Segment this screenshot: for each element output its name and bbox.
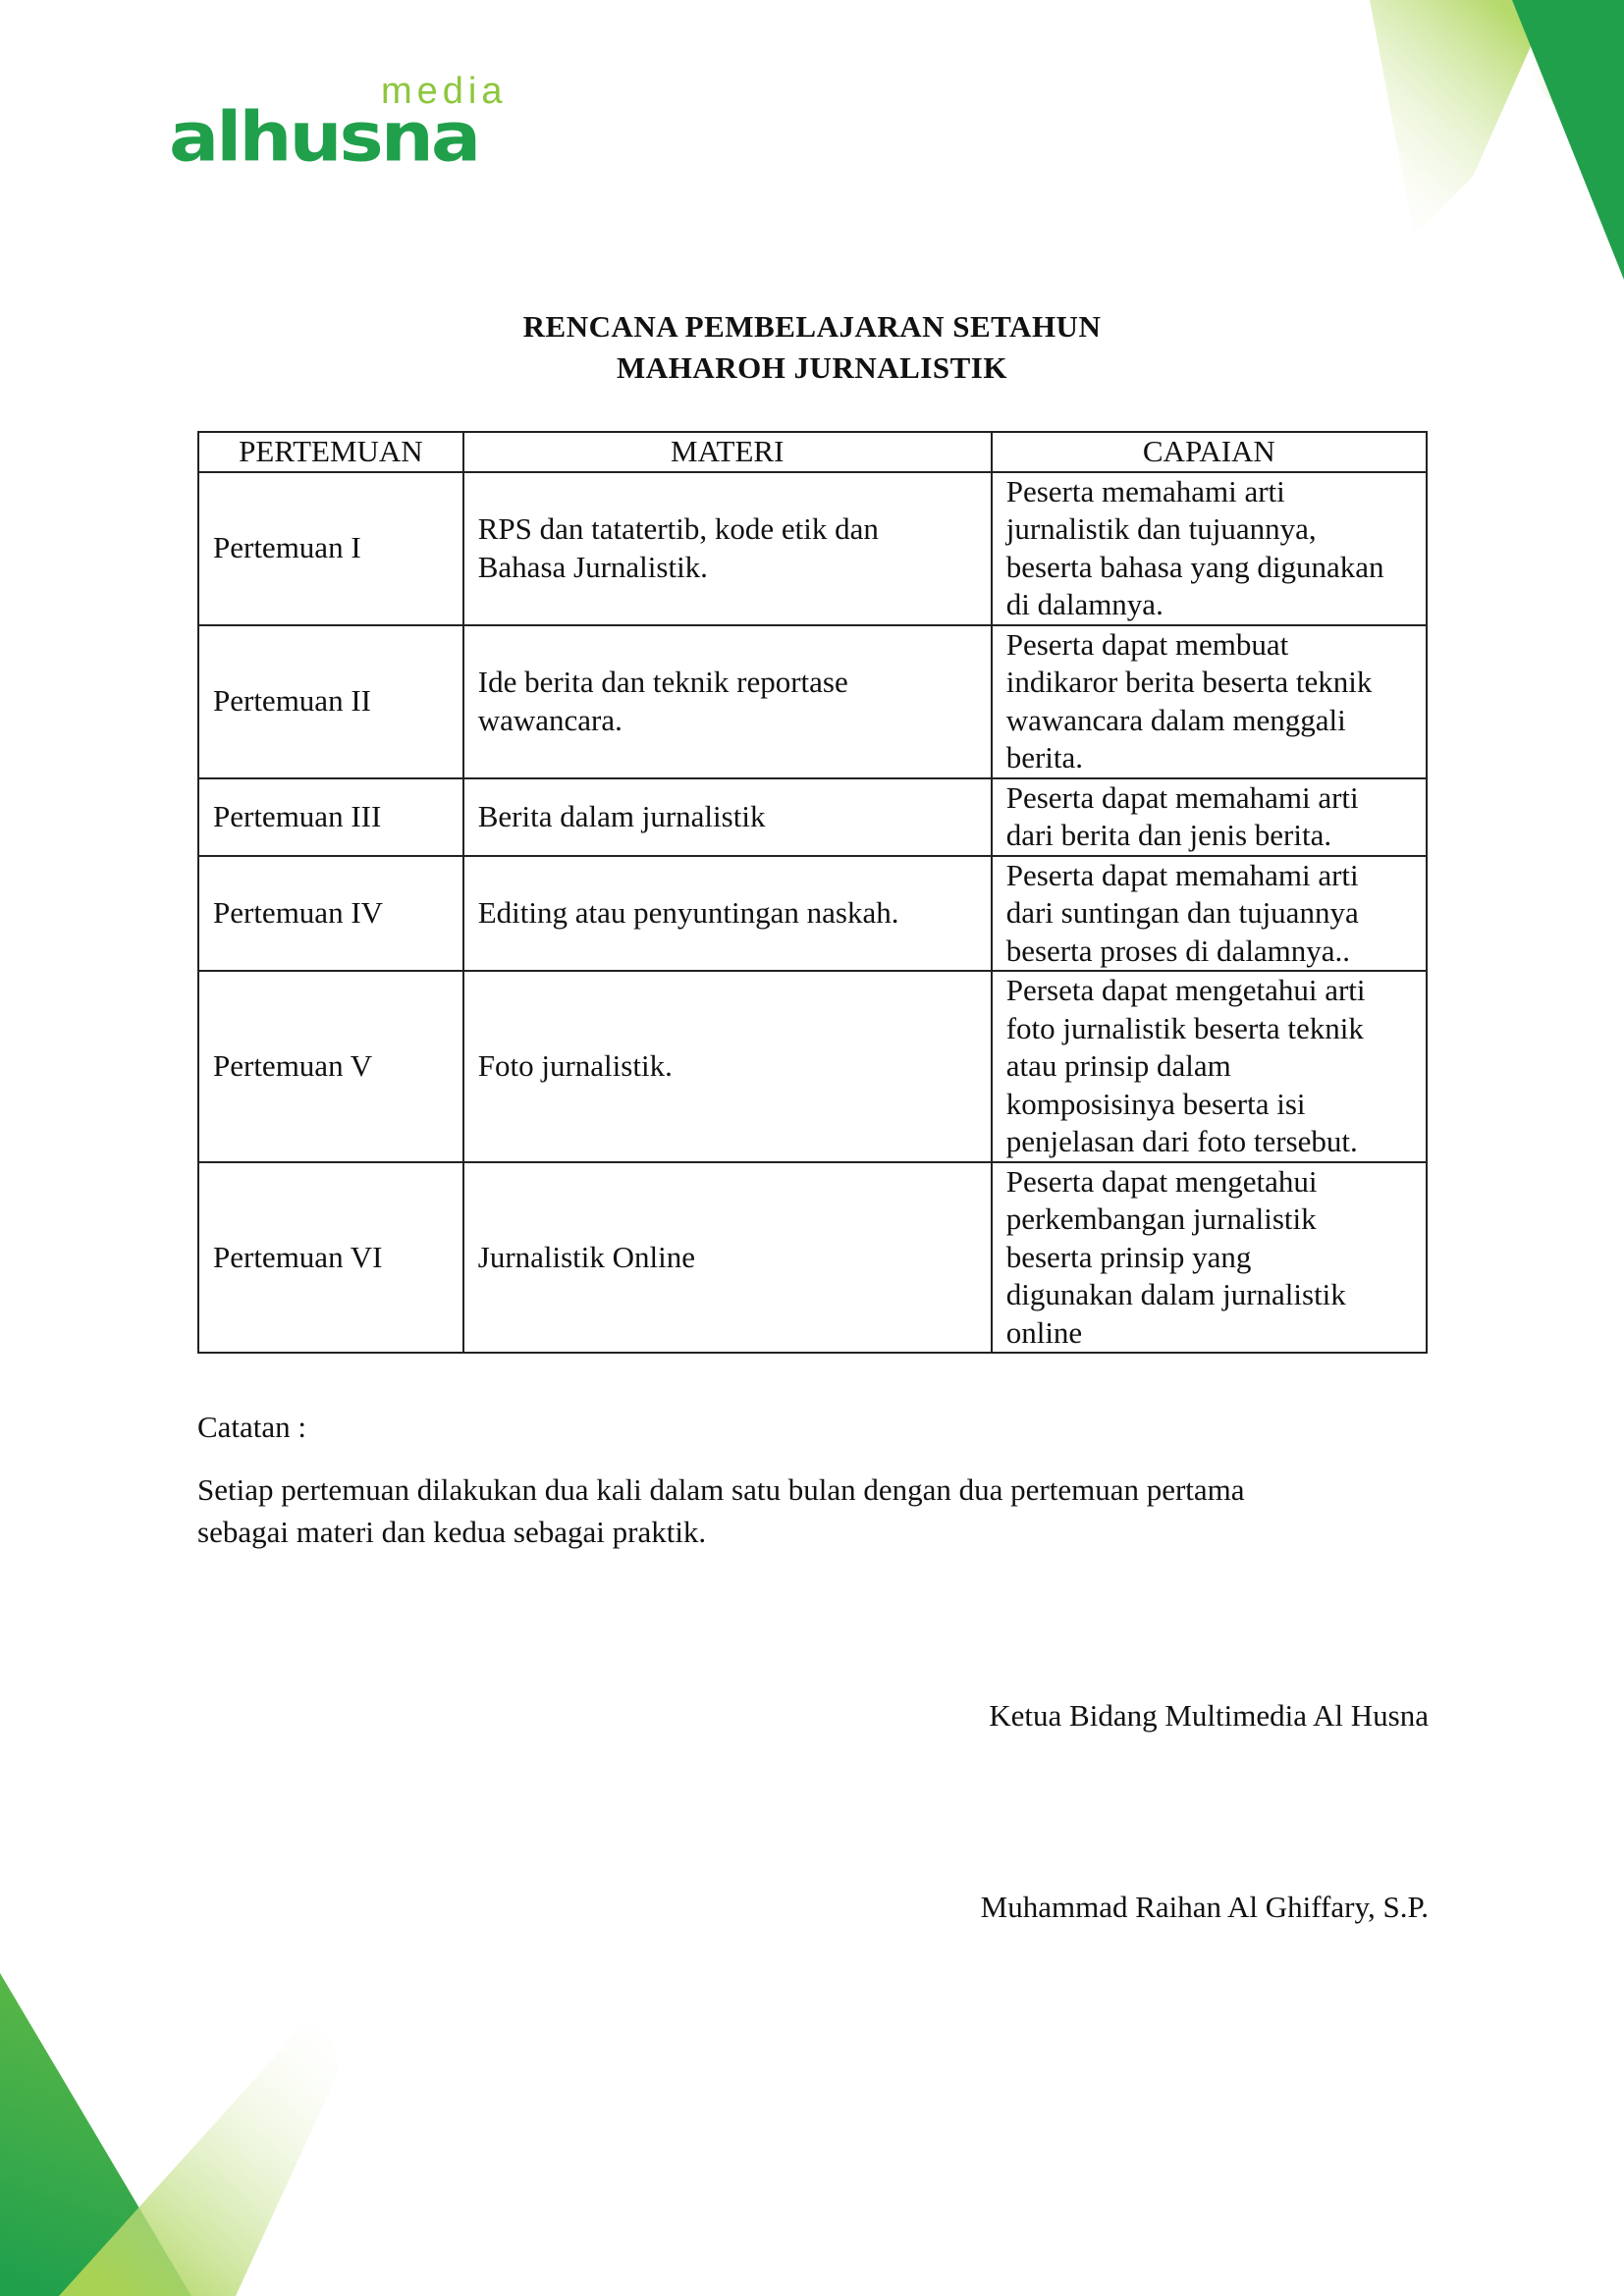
capaian-line: atau prinsip dalam [1005,1048,1231,1083]
table-row [198,472,1427,625]
top-right-shape-light [1370,0,1551,236]
capaian-line: berita. [1005,740,1084,774]
materi-line: Foto jurnalistik. [477,1048,673,1083]
capaian-line: indikaror berita beserta teknik [1005,665,1373,699]
capaian-line: online [1005,1314,1083,1350]
capaian-line: digunakan dalam jurnalistik [1005,1277,1346,1311]
capaian-line: beserta proses di dalamnya.. [1005,933,1351,968]
logo-main-text: alhusna [169,96,479,177]
notes-line: Setiap pertemuan dilakukan dua kali dalam satu bulan dengan dua pertemuan pertama [197,1472,1245,1507]
table-row [198,971,1427,1162]
notes-body [197,1468,1356,1553]
capaian-line: Peserta memahami arti [1005,473,1285,508]
capaian-line: foto jurnalistik beserta teknik [1005,1010,1364,1045]
notes-section [197,1408,1356,1553]
header-capaian: CAPAIAN [992,432,1427,472]
header-materi: MATERI [463,432,992,472]
capaian-line: Peserta dapat memahami arti [1005,779,1359,815]
capaian-line: Peserta dapat mengetahui [1005,1163,1318,1199]
table-header-row [198,432,1427,472]
capaian-line: Peserta dapat membuat [1005,626,1289,662]
capaian-line: perkembangan jurnalistik [1005,1201,1317,1236]
capaian-line: beserta prinsip yang [1005,1239,1252,1274]
cell-materi [463,625,992,778]
materi-line: Bahasa Jurnalistik. [477,549,708,584]
capaian-line: beserta bahasa yang digunakan [1005,549,1384,584]
cell-capaian [992,971,1427,1162]
capaian-line: jurnalistik dan tujuannya, [1005,511,1317,546]
capaian-line: dari berita dan jenis berita. [1005,818,1332,852]
capaian-line: penjelasan dari foto tersebut. [1005,1124,1358,1158]
capaian-line: Peserta dapat memahami arti [1005,857,1359,892]
table-row [198,1162,1427,1354]
table-row [198,778,1427,856]
cell-materi [463,778,992,856]
cell-materi [463,971,992,1162]
logo-small-text: media [381,71,508,112]
brand-logo [165,61,508,177]
materi-line: Editing atau penyuntingan naskah. [477,895,899,930]
title-line-2: MAHAROH JURNALISTIK [617,350,1007,385]
table-row [198,625,1427,778]
document-title [0,306,1624,389]
materi-line: Ide berita dan teknik reportase [477,665,848,699]
cell-materi [463,472,992,625]
capaian-line: Perseta dapat mengetahui arti [1005,973,1366,1007]
cell-materi [463,856,992,972]
materi-line: RPS dan tatatertib, kode etik dan [477,511,879,546]
cell-pertemuan: Pertemuan III [198,778,463,856]
capaian-line: komposisinya beserta isi [1005,1086,1306,1121]
capaian-line: dari suntingan dan tujuannya [1005,895,1359,930]
cell-pertemuan: Pertemuan VI [198,1162,463,1354]
signature-role: Ketua Bidang Multimedia Al Husna [989,1698,1429,1733]
materi-line: wawancara. [477,702,623,737]
notes-label: Catatan : [197,1410,307,1444]
cell-pertemuan: Pertemuan I [198,472,463,625]
cell-materi [463,1162,992,1354]
lesson-plan-table [197,431,1428,1354]
cell-pertemuan: Pertemuan V [198,971,463,1162]
capaian-line: wawancara dalam menggali [1005,702,1346,737]
cell-capaian [992,472,1427,625]
cell-capaian [992,625,1427,778]
materi-line: Berita dalam jurnalistik [477,798,766,833]
cell-pertemuan: Pertemuan IV [198,856,463,972]
notes-line: sebagai materi dan kedua sebagai praktik. [197,1515,707,1549]
cell-capaian [992,778,1427,856]
capaian-line: di dalamnya. [1005,587,1164,621]
title-line-1: RENCANA PEMBELAJARAN SETAHUN [522,309,1102,344]
signature-name: Muhammad Raihan Al Ghiffary, S.P. [980,1890,1429,1924]
cell-capaian [992,856,1427,972]
header-pertemuan: PERTEMUAN [198,432,463,472]
table-row [198,856,1427,972]
cell-capaian [992,1162,1427,1354]
cell-pertemuan: Pertemuan II [198,625,463,778]
materi-line: Jurnalistik Online [477,1239,696,1274]
